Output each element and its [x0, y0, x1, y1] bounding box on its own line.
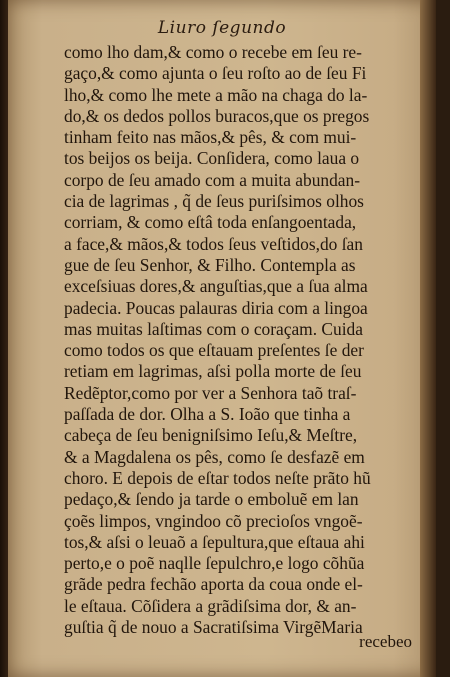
text-line: cabeça de ſeu benigniſsimo Ieſu,& Meſtre, — [64, 425, 358, 446]
text-line: corriam, & como eſtâ toda enſangoentada, — [64, 212, 357, 233]
text-line: cia de lagrimas , q̃ de ſeus puriſsimos olhos — [64, 191, 364, 212]
text-line: padecia. Poucas palauras diria com a lingoa — [64, 297, 368, 318]
text-line: do,& os dedos pollos buracos,que os pregos — [64, 105, 370, 126]
body-text — [64, 42, 434, 638]
text-line: perto,e o poẽ naqlle ſepulchro,e logo cõhũa — [64, 553, 365, 574]
text-line: corpo de ſeu amado com a muita abundan- — [64, 169, 361, 190]
text-line: paſſada de dor. Olha a S. Ioão que tinha a — [64, 404, 351, 425]
text-line: choro. E depois de eſtar todos neſte prãto hũ — [64, 467, 371, 488]
text-line: retiam em lagrimas, aſsi polla morte de ſeu — [64, 361, 362, 382]
text-line: tos beijos os beija. Conſidera, como laua o — [64, 148, 360, 169]
text-line: tos,& aſsi o leuaõ a ſepultura,que eſtaua ahi — [64, 531, 365, 552]
text-line: pedaço,& ſendo ja tarde o emboluẽ em lan — [64, 489, 359, 510]
text-line: lho,& como lhe mete a mão na chaga do la- — [64, 84, 368, 105]
page-edge — [420, 0, 436, 677]
text-line: mas muitas laſtimas com o coraçam. Cuida — [64, 318, 363, 339]
text-line: Redẽptor,como por ver a Senhora taõ traſ- — [64, 382, 357, 403]
text-line: exceſsiuas dores,& anguſtias,que a ſua alma — [64, 276, 368, 297]
catchword: recebeo — [359, 632, 412, 651]
text-line: çoẽs limpos, vngindoo cõ precioſos vngoẽ- — [64, 510, 363, 531]
text-line: gue de ſeu Senhor, & Filho. Contempla as — [64, 254, 356, 275]
text-line: a face,& mãos,& todos ſeus veſtidos,do ſan — [64, 233, 363, 254]
text-line: como lho dam,& como o recebe em ſeu re- — [64, 42, 362, 62]
text-line: guſtia q̃ de nouo a Sacratiſsima VirgẽMaria — [64, 617, 363, 638]
text-line: gaço,& como ajunta o ſeu roſto ao de ſeu Fi — [64, 63, 367, 84]
book-page — [8, 0, 436, 677]
running-header: Liuro ſegundo — [157, 18, 287, 38]
text-line: como todos os que eſtauam preſentes ſe der — [64, 340, 364, 361]
text-line: grãde pedra fechão aporta da coua onde el- — [64, 574, 363, 595]
text-line: le eſtaua. Cõſidera a grãdiſsima dor, & an- — [64, 595, 357, 616]
text-line: tinham feito nas mãos,& pês, & com mui- — [64, 127, 357, 148]
text-line: & a Magdalena os pês, como ſe desfazẽ em — [64, 446, 365, 467]
